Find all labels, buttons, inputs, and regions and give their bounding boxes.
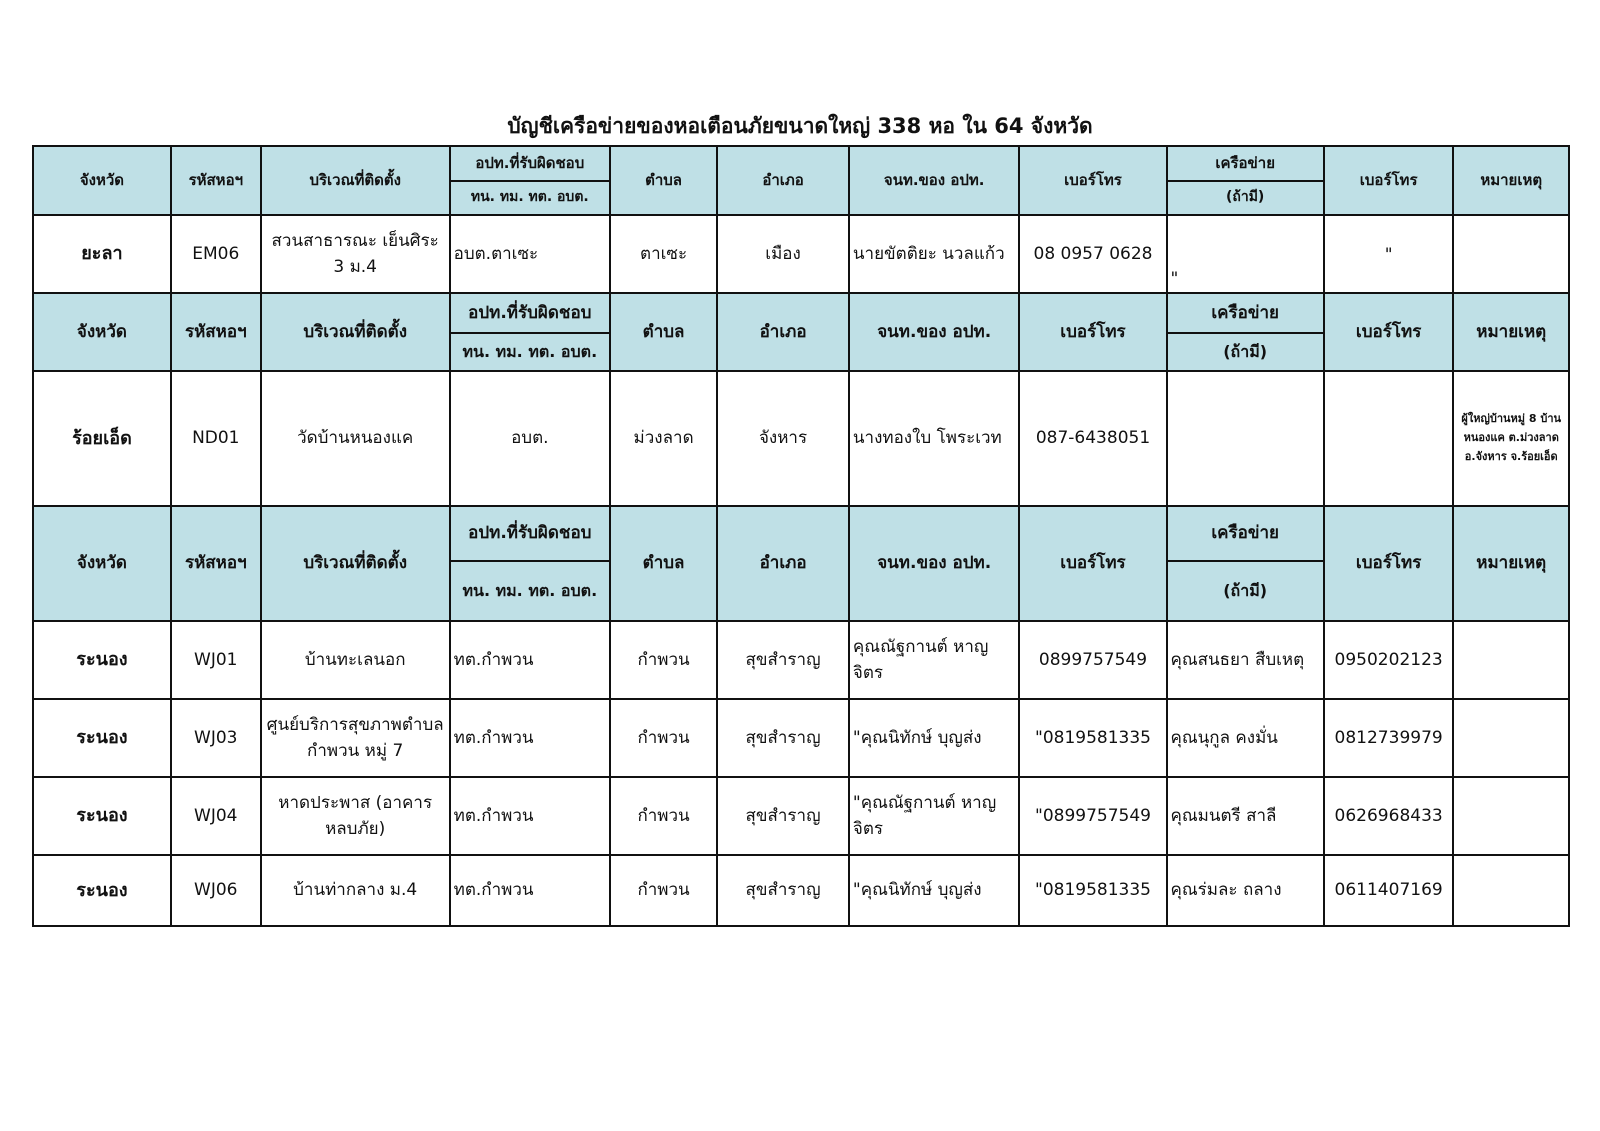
cell-location: หาดประพาส (อาคารหลบภัย) <box>261 777 450 855</box>
tower-network-table <box>32 145 1570 927</box>
cell-phone: 08 0957 0628 <box>1019 215 1166 293</box>
cell-subdistrict: กำพวน <box>610 855 717 926</box>
cell-officer: คุณณัฐกานต์ หาญจิตร <box>849 621 1020 699</box>
table-row <box>33 777 1569 855</box>
cell-subdistrict: กำพวน <box>610 777 717 855</box>
cell-province: ระนอง <box>33 777 171 855</box>
header-province: จังหวัด <box>33 506 171 621</box>
cell-remark: ผู้ใหญ่บ้านหมู่ 8 บ้านหนองแค ต.ม่วงลาด อ.จังหาร จ.ร้อยเอ็ด <box>1453 371 1569 506</box>
header-org-sub: ทน. ทม. ทต. อบต. <box>450 181 610 215</box>
cell-district: สุขสำราญ <box>717 777 849 855</box>
cell-province: ยะลา <box>33 215 171 293</box>
cell-phone2: 0611407169 <box>1324 855 1454 926</box>
header-district: อำเภอ <box>717 506 849 621</box>
cell-location: สวนสาธารณะ เย็นศิระ 3 ม.4 <box>261 215 450 293</box>
cell-code: WJ06 <box>171 855 261 926</box>
cell-phone2: " <box>1324 215 1454 293</box>
cell-network: คุณร่มละ ถลาง <box>1167 855 1324 926</box>
cell-phone2: 0950202123 <box>1324 621 1454 699</box>
header-row <box>33 506 1569 561</box>
cell-phone2: 0626968433 <box>1324 777 1454 855</box>
header-phone2: เบอร์โทร <box>1324 293 1454 371</box>
header-network-sub: (ถ้ามี) <box>1167 181 1324 215</box>
header-network-sub: (ถ้ามี) <box>1167 561 1324 621</box>
header-subdistrict: ตำบล <box>610 293 717 371</box>
cell-location: บ้านทะเลนอก <box>261 621 450 699</box>
header-org-sub: ทน. ทม. ทต. อบต. <box>450 333 610 371</box>
cell-remark <box>1453 777 1569 855</box>
cell-district: จังหาร <box>717 371 849 506</box>
header-phone2: เบอร์โทร <box>1324 146 1454 215</box>
cell-officer: นางทองใบ โพระเวท <box>849 371 1020 506</box>
header-phone: เบอร์โทร <box>1019 146 1166 215</box>
header-org: อปท.ที่รับผิดชอบ <box>450 293 610 333</box>
cell-officer: "คุณนิทักษ์ บุญส่ง <box>849 855 1020 926</box>
header-district: อำเภอ <box>717 146 849 215</box>
header-org: อปท.ที่รับผิดชอบ <box>450 506 610 561</box>
cell-location: วัดบ้านหนองแค <box>261 371 450 506</box>
header-phone: เบอร์โทร <box>1019 293 1166 371</box>
header-network: เครือข่าย <box>1167 293 1324 333</box>
cell-officer: "คุณณัฐกานต์ หาญจิตร <box>849 777 1020 855</box>
header-org-sub: ทน. ทม. ทต. อบต. <box>450 561 610 621</box>
cell-code: WJ04 <box>171 777 261 855</box>
header-district: อำเภอ <box>717 293 849 371</box>
table-row <box>33 699 1569 777</box>
header-code: รหัสหอฯ <box>171 506 261 621</box>
cell-network: คุณนุกูล คงมั่น <box>1167 699 1324 777</box>
cell-phone: "0819581335 <box>1019 699 1166 777</box>
table-row <box>33 371 1569 506</box>
cell-org: ทต.กำพวน <box>450 621 610 699</box>
header-code: รหัสหอฯ <box>171 146 261 215</box>
header-remark: หมายเหตุ <box>1453 293 1569 371</box>
header-remark: หมายเหตุ <box>1453 506 1569 621</box>
cell-org: ทต.กำพวน <box>450 777 610 855</box>
header-province: จังหวัด <box>33 293 171 371</box>
cell-phone2 <box>1324 371 1454 506</box>
header-network-sub: (ถ้ามี) <box>1167 333 1324 371</box>
cell-org: อบต. <box>450 371 610 506</box>
header-province: จังหวัด <box>33 146 171 215</box>
cell-district: สุขสำราญ <box>717 699 849 777</box>
header-officer: จนท.ของ อปท. <box>849 506 1020 621</box>
header-subdistrict: ตำบล <box>610 506 717 621</box>
cell-network <box>1167 371 1324 506</box>
header-network: เครือข่าย <box>1167 146 1324 181</box>
header-location: บริเวณที่ติดตั้ง <box>261 293 450 371</box>
cell-network: คุณมนตรี สาลี <box>1167 777 1324 855</box>
document-title: บัญชีเครือข่ายของหอเตือนภัยขนาดใหญ่ 338 หอ ใน 64 จังหวัด <box>507 114 1093 138</box>
cell-network: คุณสนธยา สืบเหตุ <box>1167 621 1324 699</box>
cell-officer: นายขัตติยะ นวลแก้ว <box>849 215 1020 293</box>
cell-location: บ้านท่ากลาง ม.4 <box>261 855 450 926</box>
cell-province: ระนอง <box>33 699 171 777</box>
cell-code: WJ01 <box>171 621 261 699</box>
header-phone: เบอร์โทร <box>1019 506 1166 621</box>
cell-district: เมือง <box>717 215 849 293</box>
cell-code: EM06 <box>171 215 261 293</box>
cell-org: อบต.ตาเซะ <box>450 215 610 293</box>
table-row <box>33 855 1569 926</box>
cell-province: ระนอง <box>33 621 171 699</box>
cell-remark <box>1453 699 1569 777</box>
header-row <box>33 293 1569 333</box>
header-code: รหัสหอฯ <box>171 293 261 371</box>
header-location: บริเวณที่ติดตั้ง <box>261 146 450 215</box>
table-row <box>33 215 1569 293</box>
cell-district: สุขสำราญ <box>717 621 849 699</box>
cell-subdistrict: กำพวน <box>610 621 717 699</box>
cell-remark <box>1453 621 1569 699</box>
cell-officer: "คุณนิทักษ์ บุญส่ง <box>849 699 1020 777</box>
cell-province: ร้อยเอ็ด <box>33 371 171 506</box>
header-phone2: เบอร์โทร <box>1324 506 1454 621</box>
header-officer: จนท.ของ อปท. <box>849 293 1020 371</box>
cell-subdistrict: ตาเซะ <box>610 215 717 293</box>
header-subdistrict: ตำบล <box>610 146 717 215</box>
cell-phone: 087-6438051 <box>1019 371 1166 506</box>
header-officer: จนท.ของ อปท. <box>849 146 1020 215</box>
cell-remark <box>1453 855 1569 926</box>
header-location: บริเวณที่ติดตั้ง <box>261 506 450 621</box>
header-network: เครือข่าย <box>1167 506 1324 561</box>
header-remark: หมายเหตุ <box>1453 146 1569 215</box>
cell-subdistrict: กำพวน <box>610 699 717 777</box>
cell-remark <box>1453 215 1569 293</box>
cell-phone: "0819581335 <box>1019 855 1166 926</box>
cell-phone: 0899757549 <box>1019 621 1166 699</box>
cell-code: WJ03 <box>171 699 261 777</box>
cell-org: ทต.กำพวน <box>450 855 610 926</box>
cell-phone: "0899757549 <box>1019 777 1166 855</box>
cell-subdistrict: ม่วงลาด <box>610 371 717 506</box>
header-org: อปท.ที่รับผิดชอบ <box>450 146 610 181</box>
cell-org: ทต.กำพวน <box>450 699 610 777</box>
cell-district: สุขสำราญ <box>717 855 849 926</box>
header-row <box>33 146 1569 181</box>
cell-location: ศูนย์บริการสุขภาพตำบลกำพวน หมู่ 7 <box>261 699 450 777</box>
cell-network: " <box>1167 215 1324 293</box>
cell-province: ระนอง <box>33 855 171 926</box>
cell-phone2: 0812739979 <box>1324 699 1454 777</box>
table-row <box>33 621 1569 699</box>
cell-code: ND01 <box>171 371 261 506</box>
